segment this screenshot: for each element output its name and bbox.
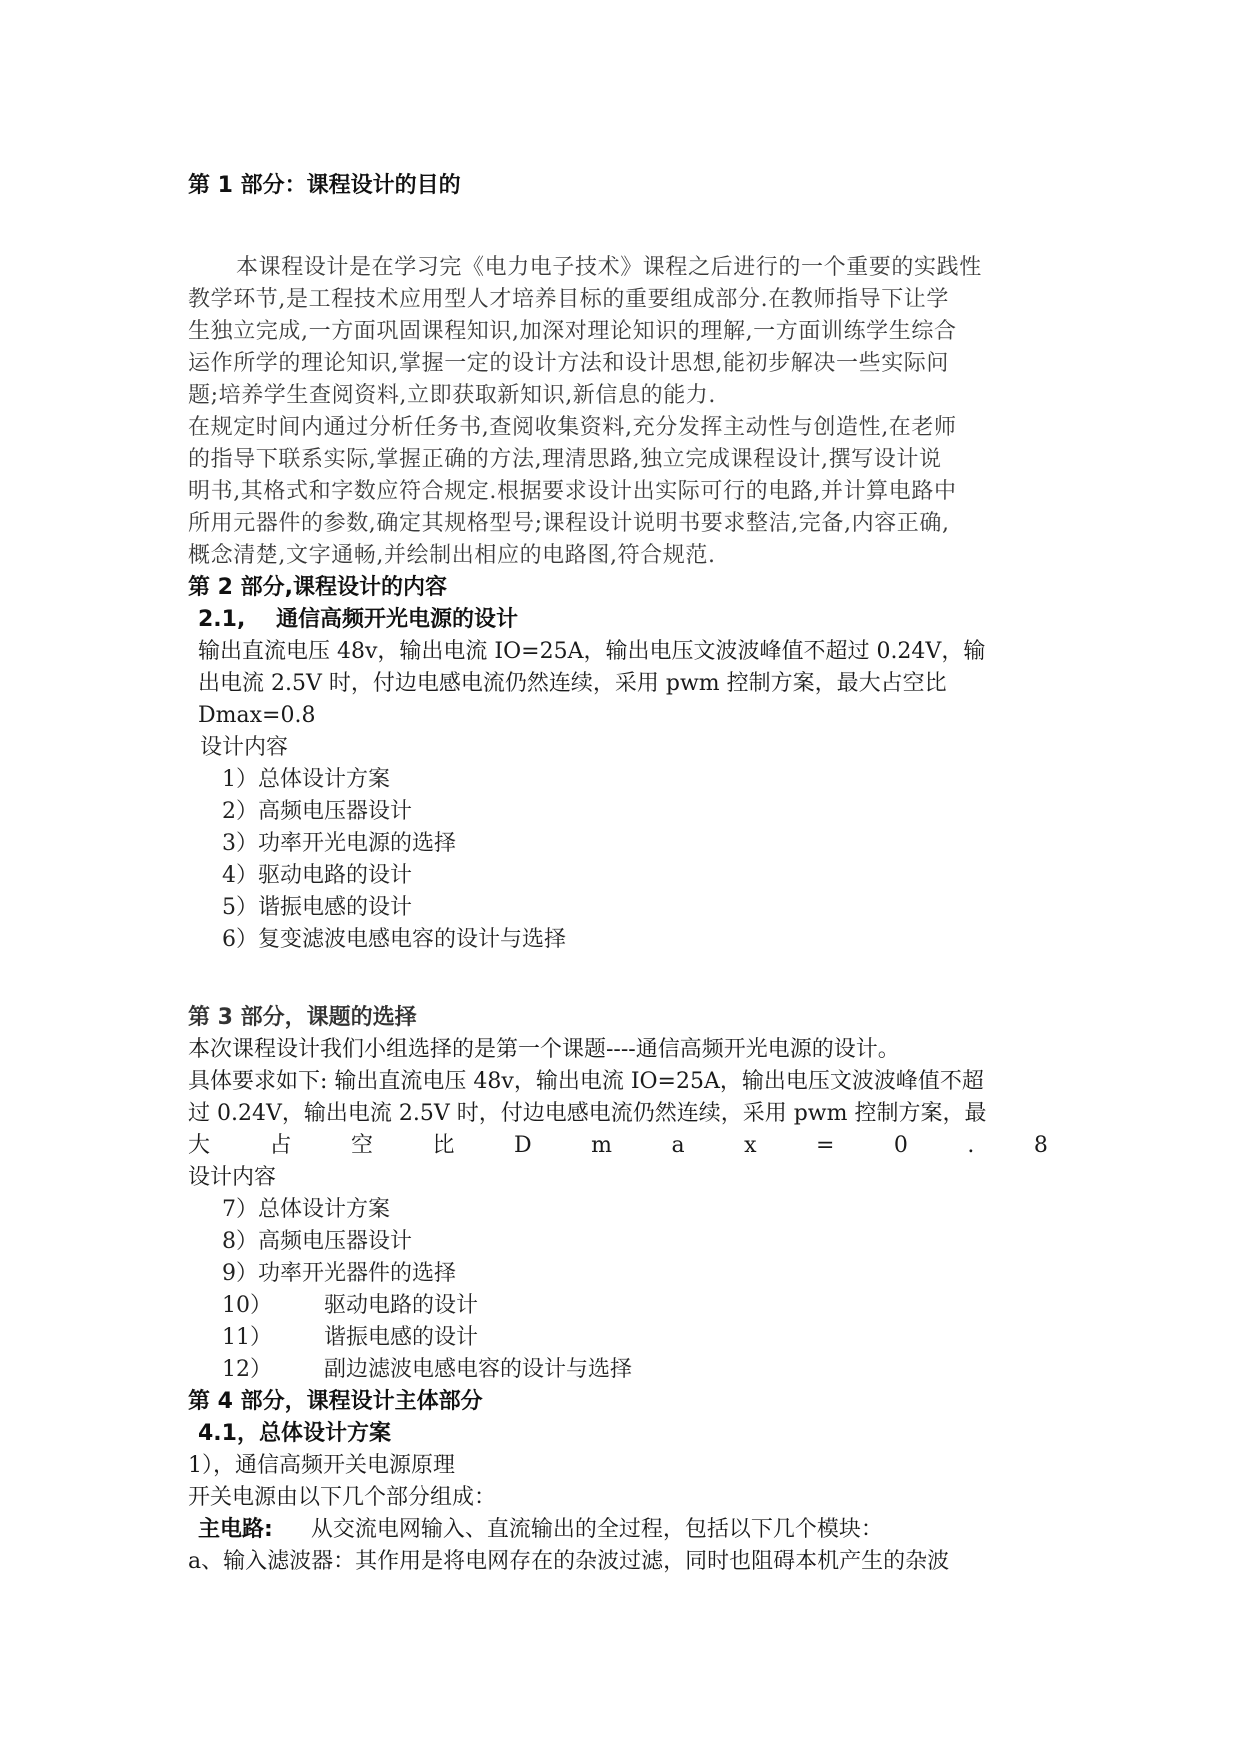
item-text: 高频电压器设计	[258, 1229, 413, 1254]
part3-content-label: 设计内容	[188, 1165, 277, 1190]
part2-item-5: 5）谐振电感的设计	[222, 895, 412, 920]
part2-item-4: 4）驱动电路的设计	[222, 863, 412, 888]
part1-para-line-1: 本课程设计是在学习完《电力电子技术》课程之后进行的一个重要的实践性	[236, 255, 982, 280]
item-text: 总体设计方案	[258, 1197, 391, 1222]
item-text: 功率开光器件的选择	[258, 1261, 457, 1286]
part1-heading: 第 1 部分：课程设计的目的	[188, 173, 461, 198]
item-number: 9）	[222, 1261, 258, 1286]
part2-item-6: 6）复变滤波电感电容的设计与选择	[222, 927, 566, 952]
part2-spec-line-2: 出电流 2.5V 时，付边电感电流仍然连续，采用 pwm 控制方案，最大占空比	[198, 671, 947, 696]
part2-heading: 第 2 部分,课程设计的内容	[188, 575, 447, 600]
part3-intro: 本次课程设计我们小组选择的是第一个课题----通信高频开光电源的设计。	[188, 1037, 900, 1062]
item-text: 驱动电路的设计	[324, 1293, 479, 1318]
item-number: 7）	[222, 1197, 258, 1222]
part1-para-line-8: 明书,其格式和字数应符合规定.根据要求设计出实际可行的电路,并计算电路中	[188, 479, 957, 504]
main-circuit-text: 从交流电网输入、直流输出的全过程，包括以下几个模块：	[310, 1517, 883, 1542]
spaced-char: 8	[1033, 1133, 1048, 1158]
spaced-char: 0	[893, 1133, 908, 1158]
main-circuit-label: 主电路:	[198, 1517, 273, 1542]
part2-spec-line-3: Dmax=0.8	[198, 703, 316, 728]
part1-para-line-2: 教学环节,是工程技术应用型人才培养目标的重要组成部分.在教师指导下让学	[188, 287, 949, 312]
part2-spec-line-1: 输出直流电压 48v，输出电流 IO=25A，输出电压文波波峰值不超过 0.24V，输	[198, 639, 986, 664]
part3-req-line-3-spaced	[188, 1130, 1048, 1162]
part2-subheading: 2.1, 通信高频开光电源的设计	[198, 607, 518, 632]
spaced-char: x	[744, 1133, 757, 1158]
spaced-char: 空	[351, 1133, 374, 1158]
spaced-char: a	[671, 1133, 685, 1158]
spaced-char: D	[514, 1133, 532, 1158]
part1-para-line-3: 生独立完成,一方面巩固课程知识,加深对理论知识的理解,一方面训练学生综合	[188, 319, 957, 344]
spaced-char: 占	[269, 1133, 292, 1158]
part3-item-8	[222, 1226, 412, 1258]
part1-para-line-9: 所用元器件的参数,确定其规格型号;课程设计说明书要求整洁,完备,内容正确,	[188, 511, 950, 536]
part3-item-11	[222, 1322, 478, 1354]
item-number: 11）	[222, 1325, 272, 1350]
part1-para-line-6: 在规定时间内通过分析任务书,查阅收集资料,充分发挥主动性与创造性,在老师	[188, 415, 957, 440]
part3-item-7	[222, 1194, 390, 1226]
part1-para-line-4: 运作所学的理论知识,掌握一定的设计方法和设计思想,能初步解决一些实际问	[188, 351, 949, 376]
part4-line-2: 开关电源由以下几个部分组成：	[188, 1485, 497, 1510]
part3-req-line-2: 过 0.24V，输出电流 2.5V 时，付边电感电流仍然连续，采用 pwm 控制方案，最	[188, 1101, 987, 1126]
part4-line-1: 1），通信高频开关电源原理	[188, 1453, 455, 1478]
item-text: 谐振电感的设计	[324, 1325, 479, 1350]
item-number: 8）	[222, 1229, 258, 1254]
part3-heading: 第 3 部分，课题的选择	[188, 1005, 417, 1030]
part3-item-12	[222, 1354, 632, 1386]
spaced-char: m	[591, 1133, 612, 1158]
item-number: 10）	[222, 1293, 272, 1318]
part1-para-line-7: 的指导下联系实际,掌握正确的方法,理清思路,独立完成课程设计,撰写设计说	[188, 447, 942, 472]
part1-para-line-5: 题;培养学生查阅资料,立即获取新知识,新信息的能力.	[188, 383, 716, 408]
part3-item-9	[222, 1258, 456, 1290]
spaced-char: 比	[432, 1133, 455, 1158]
spaced-char: .	[967, 1133, 975, 1158]
spaced-char: =	[816, 1133, 835, 1158]
part4-main-circuit	[198, 1514, 883, 1546]
part1-para-line-10: 概念清楚,文字通畅,并绘制出相应的电路图,符合规范.	[188, 543, 716, 568]
part3-item-10	[222, 1290, 478, 1322]
spaced-char: 大	[188, 1133, 211, 1158]
part4-subheading: 4.1，总体设计方案	[198, 1421, 391, 1446]
part2-item-3: 3）功率开光电源的选择	[222, 831, 456, 856]
part2-item-1: 1）总体设计方案	[222, 767, 390, 792]
part3-req-line-1: 具体要求如下: 输出直流电压 48v，输出电流 IO=25A，输出电压文波波峰值不超	[188, 1069, 984, 1094]
item-text: 副边滤波电感电容的设计与选择	[324, 1357, 633, 1382]
part4-heading: 第 4 部分，课程设计主体部分	[188, 1389, 483, 1414]
part2-item-2: 2）高频电压器设计	[222, 799, 412, 824]
part2-content-label: 设计内容	[200, 735, 289, 760]
item-number: 12）	[222, 1357, 272, 1382]
part4-line-a: a、输入滤波器：其作用是将电网存在的杂波过滤，同时也阻碍本机产生的杂波	[188, 1549, 950, 1574]
